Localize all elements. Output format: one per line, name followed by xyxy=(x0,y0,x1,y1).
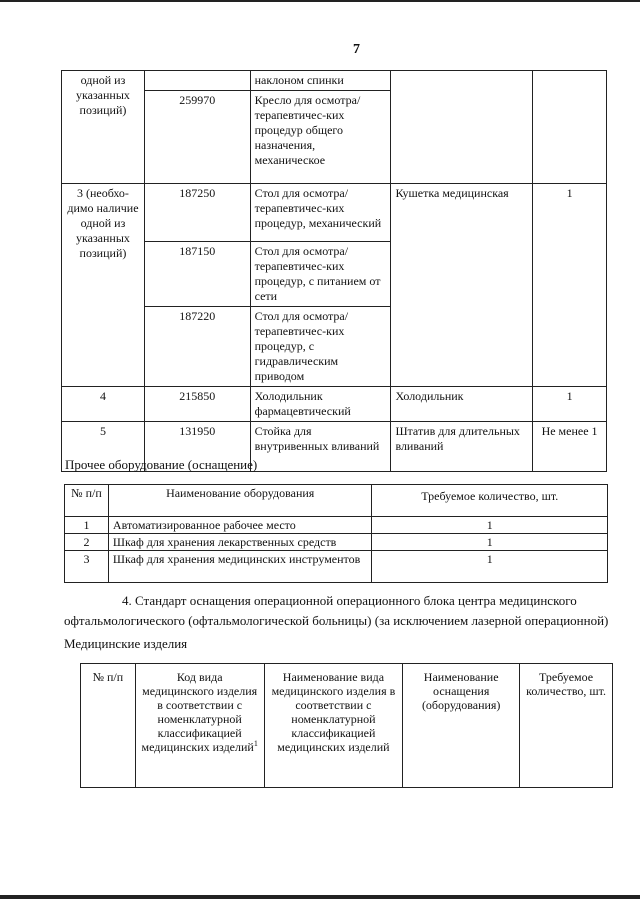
row-number: 3 xyxy=(65,551,109,583)
equipment-name-cell: Кушетка медицинская xyxy=(391,184,533,387)
equipment-name-cell xyxy=(391,71,533,184)
quantity: 1 xyxy=(372,534,608,551)
item-name-cell: Холодильник фармацевтический xyxy=(250,387,391,422)
table-row xyxy=(62,387,607,422)
table-row xyxy=(62,71,607,91)
row-number: 2 xyxy=(65,534,109,551)
item-name-cell: Стол для осмотра/терапевтичес-ких процедур, с питанием от сети xyxy=(250,242,391,307)
header-quantity: Требуемое количество, шт. xyxy=(372,485,608,517)
footnote-marker: 1 xyxy=(253,739,258,748)
quantity-cell: 1 xyxy=(533,184,607,387)
quantity-cell xyxy=(533,71,607,184)
position-number-cell: 3 (необхо-димо наличие одной из указанных позиций) xyxy=(62,184,145,387)
item-name-cell: Кресло для осмотра/терапевтичес-ких процедур общего назначения, механическое xyxy=(250,91,391,184)
medical-items-table xyxy=(80,663,613,788)
other-equipment-caption: Прочее оборудование (оснащение) xyxy=(65,457,258,472)
header-equipment-name: Наименование оснащения (оборудования) xyxy=(403,664,520,788)
code-cell: 187250 xyxy=(144,184,250,242)
position-number-cell: 4 xyxy=(62,387,145,422)
header-item-name: Наименование вида медицинского изделия в соответствии с номенклатурной классификацией медицинских изделий xyxy=(264,664,403,788)
table-header-row xyxy=(81,664,613,788)
row-number: 1 xyxy=(65,517,109,534)
quantity-cell: 1 xyxy=(533,387,607,422)
table-row xyxy=(65,517,608,534)
equipment-name-cell: Холодильник xyxy=(391,387,533,422)
equipment-table-continued xyxy=(61,70,607,472)
page-frame-top xyxy=(0,0,640,2)
item-name-cell: наклоном спинки xyxy=(250,71,391,91)
position-number-cell: 5 xyxy=(62,422,145,472)
header-number: № п/п xyxy=(81,664,136,788)
code-cell xyxy=(144,71,250,91)
code-cell: 131950 xyxy=(144,422,250,472)
section-4-heading: 4. Стандарт оснащения операционной операционного блока центра медицинского офтальмологического (офтальмологической больницы) (за исключением лазерной операционной) xyxy=(64,593,609,628)
code-cell: 259970 xyxy=(144,91,250,184)
item-name-cell: Стол для осмотра/терапевтичес-ких процедур, механический xyxy=(250,184,391,242)
item-name-cell: Стойка для внутривенных вливаний xyxy=(250,422,391,472)
table-header-row xyxy=(65,485,608,517)
medical-items-caption: Медицинские изделия xyxy=(64,636,188,651)
page-frame-bottom xyxy=(0,895,640,899)
equipment-name: Автоматизированное рабочее место xyxy=(108,517,372,534)
quantity: 1 xyxy=(372,517,608,534)
code-cell: 187150 xyxy=(144,242,250,307)
position-number-cell: одной из указанных позиций) xyxy=(62,71,145,184)
code-cell: 187220 xyxy=(144,307,250,387)
equipment-name-cell: Штатив для длительных вливаний xyxy=(391,422,533,472)
equipment-name: Шкаф для хранения лекарственных средств xyxy=(108,534,372,551)
header-equipment-name: Наименование оборудования xyxy=(108,485,372,517)
header-quantity: Требуемое количество, шт. xyxy=(520,664,613,788)
quantity-cell: Не менее 1 xyxy=(533,422,607,472)
table-row xyxy=(62,184,607,242)
header-number: № п/п xyxy=(65,485,109,517)
item-name-cell: Стол для осмотра/терапевтичес-ких процедур, с гидравлическим приводом xyxy=(250,307,391,387)
quantity: 1 xyxy=(372,551,608,583)
other-equipment-table xyxy=(64,484,608,583)
page-number: 7 xyxy=(353,42,360,57)
table-row xyxy=(65,551,608,583)
table-row xyxy=(65,534,608,551)
header-code xyxy=(135,664,264,788)
code-cell: 215850 xyxy=(144,387,250,422)
header-code-text: Код вида медицинского изделия в соответствии с номенклатурной классификацией медицинских изделий xyxy=(141,670,258,754)
equipment-name: Шкаф для хранения медицинских инструментов xyxy=(108,551,372,583)
